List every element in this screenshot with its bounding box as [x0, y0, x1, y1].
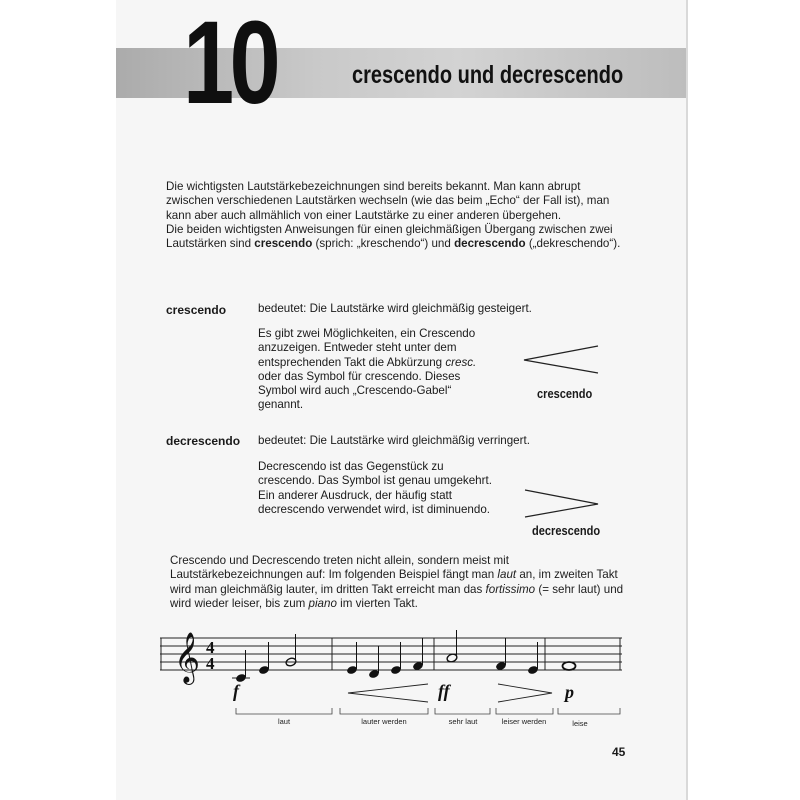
- decrescendo-term: decrescendo: [166, 434, 241, 448]
- crescendo-figure-label: crescendo: [537, 386, 593, 401]
- page-edge: [686, 0, 688, 800]
- decrescendo-figure-label: decrescendo: [532, 523, 601, 538]
- label-brackets: [236, 708, 620, 714]
- decrescendo-hairpin-symbol: [522, 487, 602, 521]
- intro-paragraph-2: Die beiden wichtigsten Anweisungen für einen gleichmäßigen Übergang zwischen zwei Lautstärken sind crescendo (sprich: „kreschendo“) und decrescendo („dekreschendo“).: [166, 222, 621, 251]
- dynamic-forte: f: [233, 681, 239, 701]
- page-number: 45: [612, 745, 626, 759]
- time-signature-top: 4: [206, 638, 215, 657]
- decrescendo-explanation: Decrescendo ist das Gegenstück zu crescendo. Das Symbol ist genau umgekehrt. Ein anderer Ausdruck, der häufig statt decrescendo verwendet wird, ist diminuendo.: [258, 460, 492, 516]
- intro-text: [166, 180, 626, 251]
- measure-3: [446, 630, 539, 675]
- crescendo-definition: bedeutet: Die Lautstärke wird gleichmäßig gesteigert.: [258, 302, 532, 315]
- label-sehr-laut: sehr laut: [448, 717, 478, 726]
- whole-note: [563, 662, 576, 670]
- staff-lines: [160, 638, 622, 670]
- label-lauter-werden: lauter werden: [361, 717, 407, 726]
- measure-2: [346, 638, 424, 679]
- intro-paragraph-1: Die wichtigsten Lautstärkebezeichnungen sind bereits bekannt. Man kann abrupt zwischen verschiedenen Lautstärken wechseln (wie das beim „Echo“ der Fall ist), man kann aber auch allmählich von einer Lautstärke zu einer anderen übergehen.: [166, 180, 610, 222]
- crescendo-hairpin-symbol: [520, 343, 602, 377]
- decrescendo-definition: bedeutet: Die Lautstärke wird gleichmäßig verringert.: [258, 434, 530, 447]
- dynamic-fortissimo: ff: [438, 681, 450, 701]
- treble-clef-icon: 𝄞: [174, 632, 201, 683]
- measure-4: [563, 662, 576, 670]
- crescendo-explanation: Es gibt zwei Möglichkeiten, ein Crescendo anzuzeigen. Entweder steht unter dem entsprechenden Takt die Abkürzung cresc. oder das Symbol für crescendo. Dieses Symbol wird auch „Crescendo-Gabel“ genannt.: [258, 327, 477, 412]
- label-leiser-werden: leiser werden: [501, 717, 547, 726]
- chapter-number: 10: [183, 0, 277, 129]
- crescendo-hairpin: [348, 684, 428, 702]
- label-laut: laut: [277, 717, 291, 726]
- time-signature-bottom: 4: [206, 654, 215, 673]
- example-text: Crescendo und Decrescendo treten nicht allein, sondern meist mit Lautstärkebezeichnungen auf: Im folgenden Beispiel fängt man laut an, im zweiten Takt wird man gleichmäßig lauter, im dritten Takt erreicht man das fortissimo (= sehr laut) und wird wieder leiser, bis zum piano im vierten Takt.: [170, 554, 624, 610]
- music-example: [160, 620, 630, 735]
- chapter-title: crescendo und decrescendo: [352, 61, 624, 89]
- label-leise: leise: [572, 719, 588, 728]
- decrescendo-hairpin: [498, 684, 552, 702]
- measure-1: [232, 634, 297, 683]
- dynamic-piano: p: [565, 682, 574, 702]
- crescendo-term: crescendo: [166, 303, 227, 317]
